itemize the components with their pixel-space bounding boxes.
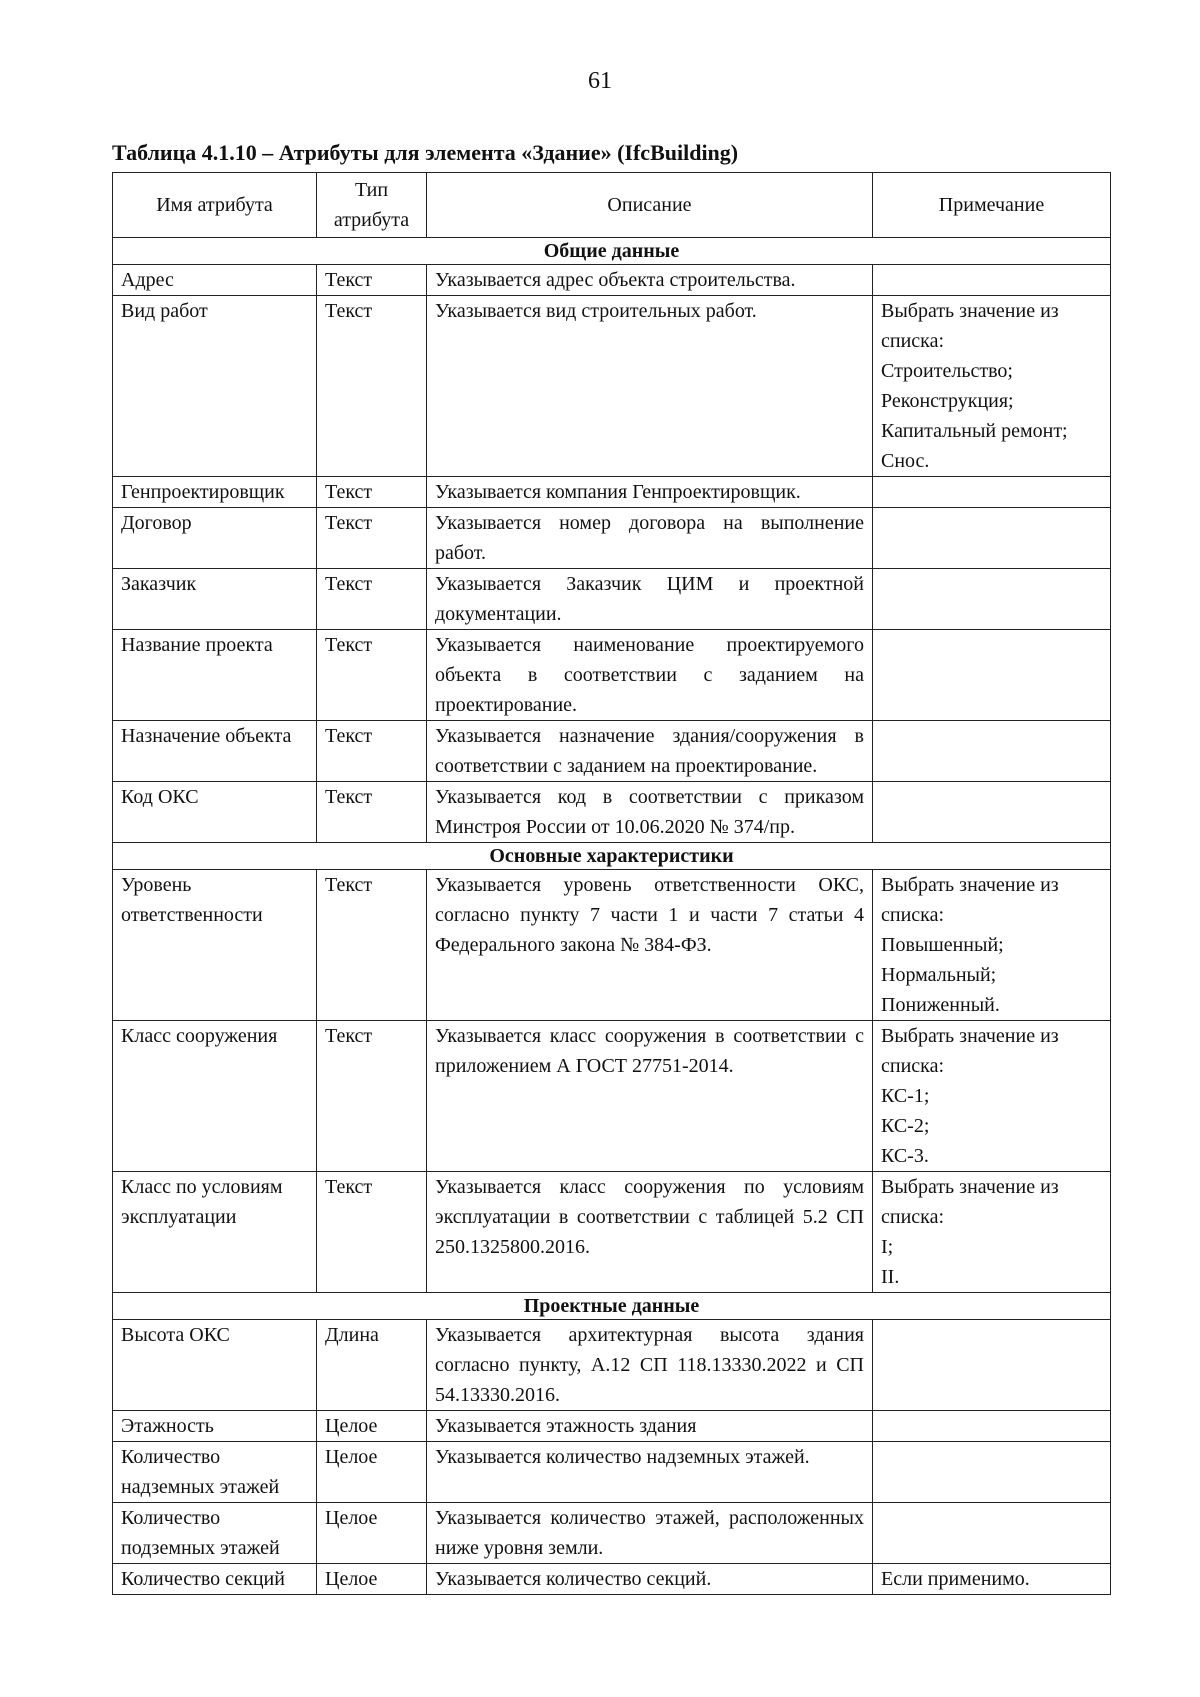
attribute-name-cell: Генпроектировщик — [113, 477, 317, 508]
table-row — [113, 630, 1111, 721]
attribute-note-cell — [873, 721, 1111, 782]
attribute-name-cell: Договор — [113, 508, 317, 569]
attribute-description-cell: Указывается этажность здания — [427, 1411, 873, 1442]
attribute-note-cell — [873, 782, 1111, 843]
note-line: II. — [881, 1266, 900, 1288]
note-line: Выбрать значение из списка: — [881, 1025, 1059, 1077]
attribute-type-cell: Текст — [317, 1021, 427, 1172]
table-row — [113, 1172, 1111, 1293]
attribute-type-cell: Текст — [317, 265, 427, 296]
note-line: Если применимо. — [881, 1568, 1030, 1590]
attribute-type-cell: Текст — [317, 569, 427, 630]
attribute-description-cell: Указывается наименование проектируемого объекта в соответствии с заданием на проектирование. — [427, 630, 873, 721]
attribute-type-cell: Целое — [317, 1411, 427, 1442]
attribute-note-cell — [873, 870, 1111, 1021]
attribute-description-cell: Указывается компания Генпроектировщик. — [427, 477, 873, 508]
attribute-note-cell — [873, 1320, 1111, 1411]
note-line: Пониженный. — [881, 994, 1000, 1016]
note-line: Выбрать значение из списка: — [881, 300, 1059, 352]
attribute-note-cell — [873, 1442, 1111, 1503]
attribute-name-cell: Количество секций — [113, 1564, 317, 1595]
table-row — [113, 508, 1111, 569]
attributes-table — [112, 172, 1111, 1595]
header-description: Описание — [427, 173, 873, 238]
attribute-name-cell: Количество надземных этажей — [113, 1442, 317, 1503]
table-row — [113, 1564, 1111, 1595]
section-title: Основные характеристики — [113, 843, 1111, 870]
note-line: Повышенный; — [881, 934, 1004, 956]
attribute-name-cell: Название проекта — [113, 630, 317, 721]
note-line: Реконструкция; — [881, 390, 1014, 412]
table-row — [113, 1503, 1111, 1564]
attribute-description-cell: Указывается класс сооружения в соответствии с приложением А ГОСТ 27751-2014. — [427, 1021, 873, 1172]
attribute-note-cell — [873, 569, 1111, 630]
table-row — [113, 870, 1111, 1021]
section-row — [113, 238, 1111, 265]
table-row — [113, 265, 1111, 296]
note-line: Капитальный ремонт; Снос. — [881, 420, 1068, 472]
table-row — [113, 721, 1111, 782]
attribute-type-cell: Текст — [317, 721, 427, 782]
table-body — [113, 238, 1111, 1595]
header-type: Тип атрибута — [317, 173, 427, 238]
attribute-note-cell — [873, 296, 1111, 477]
attribute-description-cell: Указывается количество секций. — [427, 1564, 873, 1595]
attribute-type-cell: Текст — [317, 782, 427, 843]
note-line: Выбрать значение из списка: — [881, 874, 1059, 926]
note-line: Выбрать значение из списка: — [881, 1176, 1059, 1228]
attribute-type-cell: Длина — [317, 1320, 427, 1411]
attribute-type-cell: Целое — [317, 1442, 427, 1503]
attribute-type-cell: Текст — [317, 296, 427, 477]
attribute-name-cell: Класс сооружения — [113, 1021, 317, 1172]
attribute-description-cell: Указывается количество этажей, расположенных ниже уровня земли. — [427, 1503, 873, 1564]
attribute-description-cell: Указывается вид строительных работ. — [427, 296, 873, 477]
table-row — [113, 1411, 1111, 1442]
attribute-type-cell: Текст — [317, 1172, 427, 1293]
note-line: I; — [881, 1236, 894, 1258]
note-line: Нормальный; — [881, 964, 997, 986]
attribute-description-cell: Указывается код в соответствии с приказом Минстроя России от 10.06.2020 № 374/пр. — [427, 782, 873, 843]
table-row — [113, 782, 1111, 843]
header-name: Имя атрибута — [113, 173, 317, 238]
attribute-type-cell: Целое — [317, 1564, 427, 1595]
attribute-note-cell — [873, 265, 1111, 296]
attribute-note-cell — [873, 508, 1111, 569]
table-row — [113, 1021, 1111, 1172]
attribute-name-cell: Заказчик — [113, 569, 317, 630]
note-line: КС-2; — [881, 1115, 930, 1137]
attribute-description-cell: Указывается Заказчик ЦИМ и проектной документации. — [427, 569, 873, 630]
attribute-description-cell: Указывается уровень ответственности ОКС, согласно пункту 7 части 1 и части 7 статьи 4 Федерального закона № 384-ФЗ. — [427, 870, 873, 1021]
page-number: 61 — [588, 68, 612, 94]
table-row — [113, 1442, 1111, 1503]
table-header-row — [113, 173, 1111, 238]
attribute-description-cell: Указывается номер договора на выполнение работ. — [427, 508, 873, 569]
attribute-description-cell: Указывается класс сооружения по условиям эксплуатации в соответствии с таблицей 5.2 СП 250.1325800.2016. — [427, 1172, 873, 1293]
note-line: Строительство; — [881, 360, 1013, 382]
attribute-name-cell: Назначение объекта — [113, 721, 317, 782]
table-row — [113, 477, 1111, 508]
attribute-type-cell: Текст — [317, 870, 427, 1021]
table-caption: Таблица 4.1.10 – Атрибуты для элемента «Здание» (IfcBuilding) — [112, 140, 739, 165]
attribute-type-cell: Текст — [317, 508, 427, 569]
attribute-note-cell — [873, 477, 1111, 508]
note-line: КС-1; — [881, 1085, 930, 1107]
attribute-name-cell: Вид работ — [113, 296, 317, 477]
attribute-name-cell: Высота ОКС — [113, 1320, 317, 1411]
attribute-name-cell: Класс по условиям эксплуатации — [113, 1172, 317, 1293]
attribute-name-cell: Количество подземных этажей — [113, 1503, 317, 1564]
attribute-type-cell: Текст — [317, 477, 427, 508]
attribute-description-cell: Указывается количество надземных этажей. — [427, 1442, 873, 1503]
section-row — [113, 843, 1111, 870]
attribute-description-cell: Указывается назначение здания/сооружения в соответствии с заданием на проектирование. — [427, 721, 873, 782]
attribute-type-cell: Текст — [317, 630, 427, 721]
attribute-name-cell: Этажность — [113, 1411, 317, 1442]
header-note: Примечание — [873, 173, 1111, 238]
attribute-note-cell — [873, 630, 1111, 721]
attribute-note-cell — [873, 1021, 1111, 1172]
section-title: Проектные данные — [113, 1293, 1111, 1320]
attribute-description-cell: Указывается архитектурная высота здания согласно пункту, А.12 СП 118.13330.2022 и СП 54.13330.2016. — [427, 1320, 873, 1411]
attribute-note-cell — [873, 1503, 1111, 1564]
attribute-name-cell: Код ОКС — [113, 782, 317, 843]
attribute-note-cell — [873, 1172, 1111, 1293]
attribute-description-cell: Указывается адрес объекта строительства. — [427, 265, 873, 296]
attribute-name-cell: Уровень ответственности — [113, 870, 317, 1021]
table-row — [113, 569, 1111, 630]
note-line: КС-3. — [881, 1145, 929, 1167]
table-row — [113, 1320, 1111, 1411]
attribute-note-cell — [873, 1411, 1111, 1442]
section-row — [113, 1293, 1111, 1320]
section-title: Общие данные — [113, 238, 1111, 265]
attribute-name-cell: Адрес — [113, 265, 317, 296]
attribute-type-cell: Целое — [317, 1503, 427, 1564]
table-row — [113, 296, 1111, 477]
attribute-note-cell — [873, 1564, 1111, 1595]
